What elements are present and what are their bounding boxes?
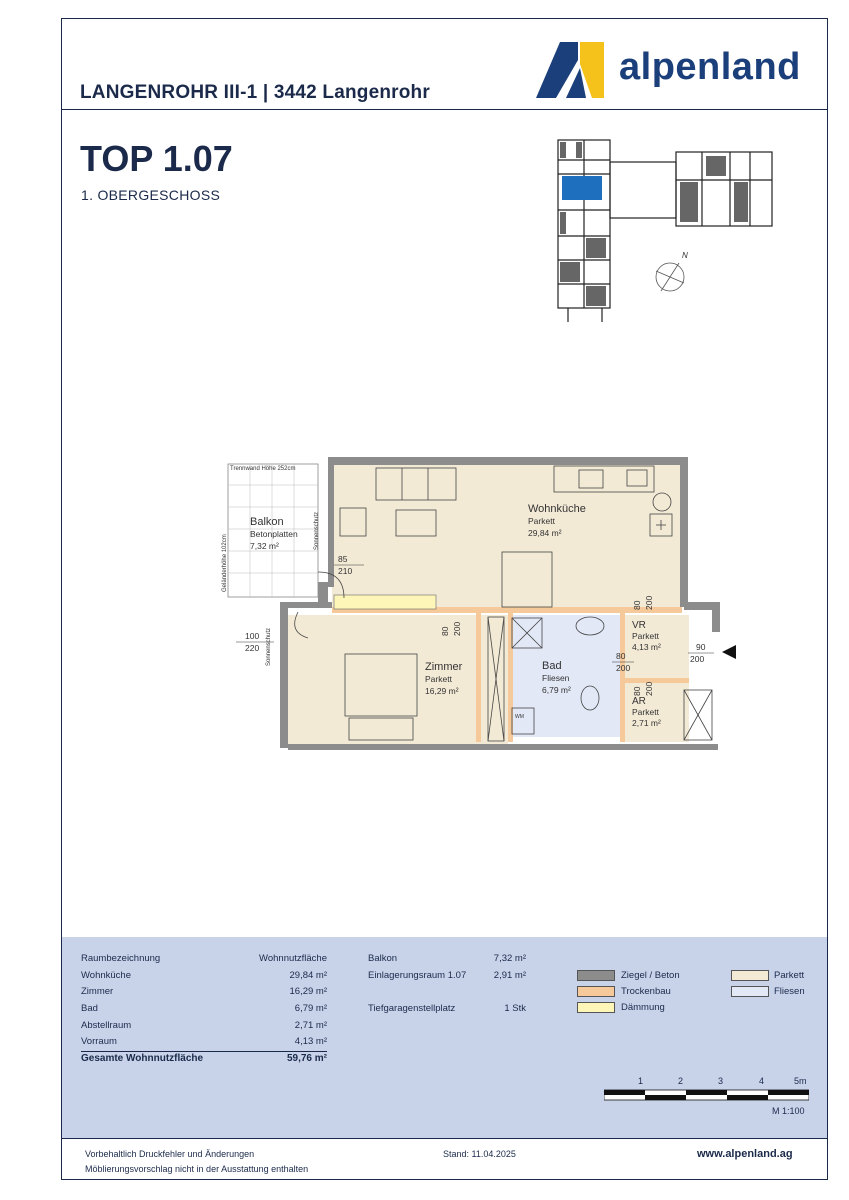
- legend-swatch-parkett: [731, 970, 769, 981]
- footer-divider: [61, 1138, 828, 1139]
- sonnenschutz-note-2: Sonnenschutz: [266, 627, 272, 666]
- svg-text:220: 220: [245, 643, 260, 653]
- compass-north-label: N: [682, 251, 688, 260]
- legend-swatch-ziegel: [577, 970, 615, 981]
- legend-label: Ziegel / Beton: [621, 970, 680, 981]
- svg-text:200: 200: [644, 681, 654, 696]
- svg-text:Parkett: Parkett: [632, 631, 659, 641]
- extra-value: 1 Stk: [504, 1003, 526, 1014]
- svg-text:Balkon: Balkon: [250, 516, 284, 528]
- svg-text:Parkett: Parkett: [425, 674, 452, 684]
- header-divider: [61, 109, 828, 110]
- svg-text:80: 80: [616, 651, 626, 661]
- table-header-name: Raumbezeichnung: [81, 953, 161, 964]
- legend-label: Fliesen: [774, 986, 805, 997]
- svg-text:Wohnküche: Wohnküche: [528, 503, 586, 515]
- entrance-arrow-icon: [722, 645, 736, 659]
- table-total-value: 59,76 m²: [286, 1053, 327, 1064]
- compass-icon: [656, 251, 688, 291]
- svg-text:80: 80: [632, 600, 642, 610]
- svg-text:200: 200: [690, 654, 705, 664]
- table-row-name: Wohnküche: [81, 970, 131, 981]
- wm-label: WM: [515, 714, 524, 720]
- svg-text:200: 200: [644, 595, 654, 610]
- svg-text:2,71 m²: 2,71 m²: [632, 718, 661, 728]
- table-row-name: Bad: [81, 1003, 98, 1014]
- svg-text:AR: AR: [632, 696, 646, 707]
- trennwand-note: Trennwand Höhe 252cm: [230, 466, 296, 472]
- footer-disclaimer-2: Möblierungsvorschlag nicht in der Ausstattung enthalten: [85, 1164, 309, 1174]
- svg-text:Bad: Bad: [542, 660, 562, 672]
- scale-bar: [604, 1074, 809, 1119]
- scale-tick-5: 5m: [794, 1076, 807, 1086]
- unit-title: TOP 1.07: [80, 138, 233, 179]
- svg-text:16,29 m²: 16,29 m²: [425, 686, 459, 696]
- svg-text:200: 200: [616, 663, 631, 673]
- gelaender-note: Geländerhöhe 102cm: [222, 534, 228, 592]
- svg-text:4,13 m²: 4,13 m²: [632, 642, 661, 652]
- table-row-area: 29,84 m²: [289, 970, 327, 981]
- floor-plan: [214, 452, 744, 762]
- legend-label: Dämmung: [621, 1002, 665, 1013]
- footer-disclaimer-1: Vorbehaltlich Druckfehler und Änderungen: [85, 1149, 255, 1159]
- sonnenschutz-note-1: Sonnenschutz: [314, 511, 320, 550]
- table-header-area: Wohnnutzfläche: [259, 953, 327, 964]
- table-row-area: 2,71 m²: [294, 1020, 327, 1031]
- key-plan: [550, 132, 790, 322]
- project-title: LANGENROHR III-1 | 3442 Langenrohr: [80, 82, 430, 103]
- legend-swatch-fliesen: [731, 986, 769, 997]
- scale-tick-1: 1: [638, 1076, 644, 1086]
- extra-value: 2,91 m²: [493, 970, 526, 981]
- svg-text:7,32 m²: 7,32 m²: [250, 541, 279, 551]
- legend-label: Parkett: [774, 970, 805, 981]
- extra-value: 7,32 m²: [493, 953, 526, 964]
- table-row-area: 16,29 m²: [289, 986, 327, 997]
- svg-text:85: 85: [338, 554, 348, 564]
- svg-text:Betonplatten: Betonplatten: [250, 529, 298, 539]
- svg-text:90: 90: [696, 642, 706, 652]
- svg-text:29,84 m²: 29,84 m²: [528, 528, 562, 538]
- svg-text:210: 210: [338, 566, 353, 576]
- scale-label: M 1:100: [772, 1106, 805, 1116]
- svg-text:80: 80: [632, 686, 642, 696]
- svg-text:Parkett: Parkett: [632, 707, 659, 717]
- table-total-label: Gesamte Wohnnutzfläche: [81, 1053, 204, 1064]
- svg-text:Parkett: Parkett: [528, 516, 555, 526]
- svg-text:100: 100: [245, 631, 260, 641]
- table-row-area: 4,13 m²: [294, 1036, 327, 1047]
- extra-name: Einlagerungsraum 1.07: [368, 970, 467, 981]
- table-row-name: Vorraum: [81, 1036, 117, 1047]
- legend-label: Trockenbau: [621, 986, 671, 997]
- door-dim-entrance: [688, 642, 714, 664]
- svg-text:Fliesen: Fliesen: [542, 673, 570, 683]
- website-link[interactable]: www.alpenland.ag: [697, 1148, 793, 1160]
- svg-text:200: 200: [452, 621, 462, 636]
- scale-tick-4: 4: [759, 1076, 765, 1086]
- svg-text:6,79 m²: 6,79 m²: [542, 685, 571, 695]
- svg-text:80: 80: [440, 626, 450, 636]
- svg-text:VR: VR: [632, 620, 646, 631]
- legend-swatch-daemmung: [577, 1002, 615, 1013]
- svg-text:Zimmer: Zimmer: [425, 661, 463, 673]
- table-row-area: 6,79 m²: [294, 1003, 327, 1014]
- footer-date: Stand: 11.04.2025: [443, 1149, 516, 1159]
- total-divider: [81, 1051, 327, 1052]
- legend-swatch-trockenbau: [577, 986, 615, 997]
- logo-wordmark: alpenland: [619, 46, 801, 88]
- floor-label: 1. OBERGESCHOSS: [81, 187, 221, 203]
- extra-name: Balkon: [368, 953, 398, 964]
- table-row-name: Zimmer: [81, 986, 114, 997]
- table-row-name: Abstellraum: [81, 1020, 132, 1031]
- scale-tick-2: 2: [678, 1076, 684, 1086]
- extra-name: Tiefgaragenstellplatz: [368, 1003, 456, 1014]
- scale-tick-3: 3: [718, 1076, 724, 1086]
